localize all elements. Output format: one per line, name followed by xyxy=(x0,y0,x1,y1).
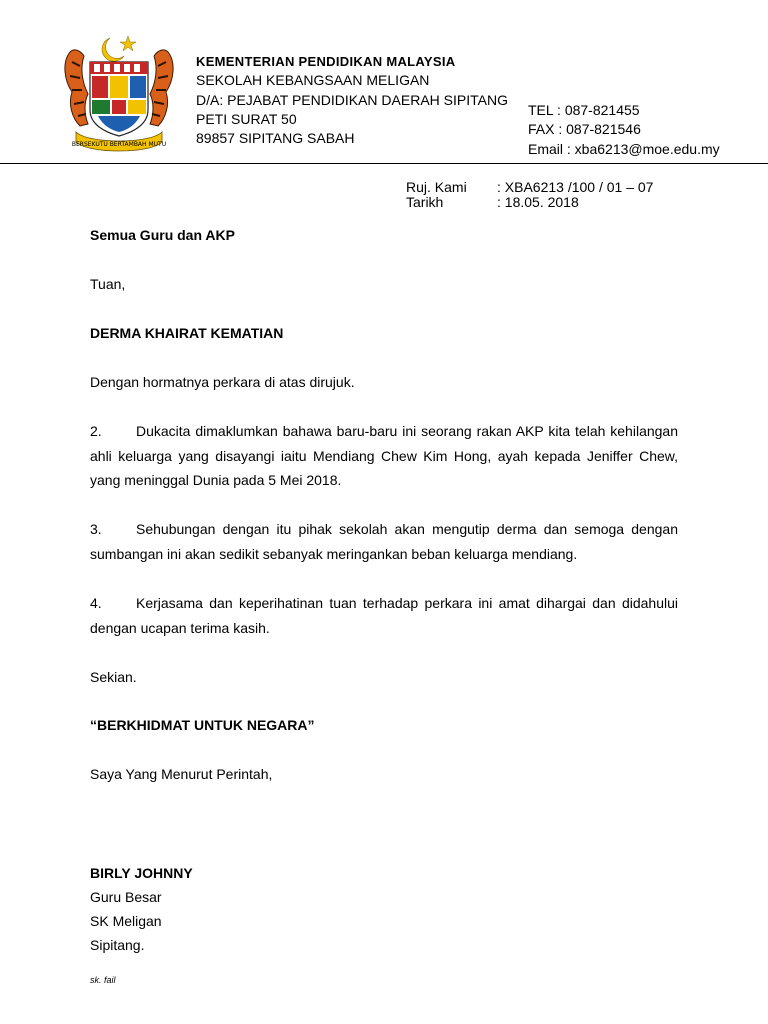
paragraph-text: Dukacita dimaklumkan bahawa baru-baru ini seorang rakan AKP kita telah kehilangan ahli keluarga yang disayangi iaitu Mendiang Chew Kim Hong, ayah kepada Jeniffer Chew, yang meninggal Dunia pada 5 Mei 2018. xyxy=(90,423,678,488)
date-label: Tarikh xyxy=(406,194,444,210)
signatory-school: SK Meligan xyxy=(90,913,162,929)
opening-line: Dengan hormatnya perkara di atas dirujuk. xyxy=(90,374,355,390)
fax: FAX : 087-821546 xyxy=(528,121,641,137)
malaysia-coat-of-arms-icon xyxy=(58,32,180,156)
district-office: D/A: PEJABAT PENDIDIKAN DAERAH SIPITANG xyxy=(196,92,508,108)
date-value: : 18.05. 2018 xyxy=(497,194,579,210)
signatory-title: Guru Besar xyxy=(90,889,162,905)
paragraph-3 xyxy=(90,517,678,566)
paragraph-text: Kerjasama dan keperihatinan tuan terhadap perkara ini amat dihargai dan didahului dengan ucapan terima kasih. xyxy=(90,595,678,636)
crest-motto: BERSEKUTU BERTAMBAH MUTU xyxy=(71,141,167,148)
letterhead-divider xyxy=(0,163,768,164)
paragraph-text: Sehubungan dengan itu pihak sekolah akan mengutip derma dan semoga dengan sumbangan ini akan sedikit sebanyak meringankan beban keluarga mendiang. xyxy=(90,521,678,562)
recipient: Semua Guru dan AKP xyxy=(90,227,235,243)
telephone: TEL : 087-821455 xyxy=(528,102,640,118)
paragraph-number: 2. xyxy=(90,423,102,439)
subject: DERMA KHAIRAT KEMATIAN xyxy=(90,325,284,341)
paragraph-number: 3. xyxy=(90,521,102,537)
postcode-city: 89857 SIPITANG SABAH xyxy=(196,130,355,146)
school-name: SEKOLAH KEBANGSAAN MELIGAN xyxy=(196,72,430,88)
ref-label: Ruj. Kami xyxy=(406,179,467,195)
ref-value: : XBA6213 /100 / 01 – 07 xyxy=(497,179,654,195)
po-box: PETI SURAT 50 xyxy=(196,111,297,127)
carbon-copy-note: sk. fail xyxy=(90,975,116,985)
closing: Sekian. xyxy=(90,669,137,685)
email: Email : xba6213@moe.edu.my xyxy=(528,141,720,157)
signatory-name: BIRLY JOHNNY xyxy=(90,865,193,881)
paragraph-4 xyxy=(90,591,678,640)
paragraph-number: 4. xyxy=(90,595,102,611)
paragraph-2 xyxy=(90,419,678,493)
salutation: Tuan, xyxy=(90,276,126,292)
ministry-name: KEMENTERIAN PENDIDIKAN MALAYSIA xyxy=(196,54,456,69)
sign-off: Saya Yang Menurut Perintah, xyxy=(90,766,273,782)
signatory-place: Sipitang. xyxy=(90,937,145,953)
motto: “BERKHIDMAT UNTUK NEGARA” xyxy=(90,717,315,733)
